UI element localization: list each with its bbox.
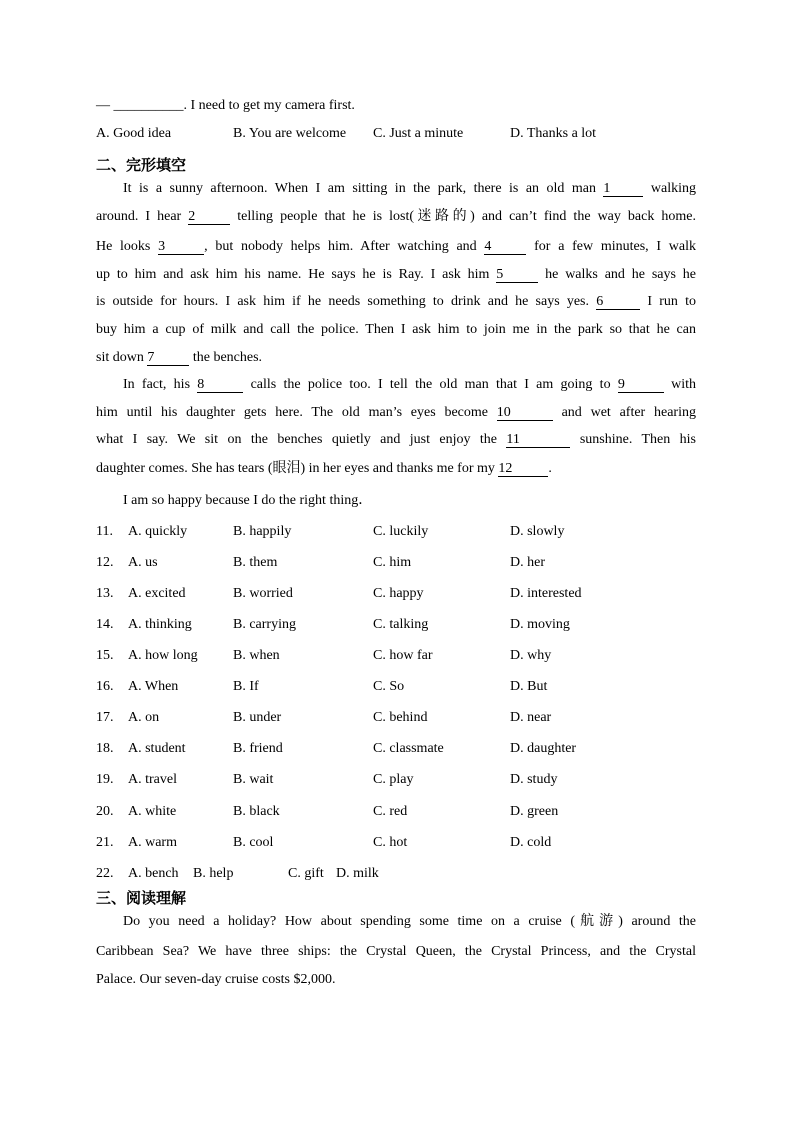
option-a: A. student <box>128 741 186 756</box>
blank-10: 10 <box>497 405 553 421</box>
option-b: B. If <box>233 679 259 694</box>
option-a: A. bench <box>128 866 179 881</box>
option-c: C. talking <box>373 617 429 632</box>
cloze-line <box>96 208 696 226</box>
option-b: B. carrying <box>233 617 296 632</box>
question-number: 21. <box>96 835 114 850</box>
option-b: B. black <box>233 804 280 819</box>
cloze-line <box>96 293 696 311</box>
option-d: D. slowly <box>510 524 565 539</box>
option-b: B. when <box>233 648 280 663</box>
blank-5: 5 <box>496 267 538 283</box>
option-a: A. travel <box>128 772 177 787</box>
blank-9: 9 <box>618 377 664 393</box>
cloze-text: and wet after hearing <box>552 405 696 420</box>
blank-12: 12 <box>498 461 548 477</box>
blank-7: 7 <box>147 350 189 366</box>
option-d: D. why <box>510 648 552 663</box>
blank-8: 8 <box>197 377 243 393</box>
option-b: B. friend <box>233 741 283 756</box>
option-c: C. luckily <box>373 524 429 539</box>
cloze-line <box>96 349 696 367</box>
option-c: C. him <box>373 555 412 570</box>
cloze-text: what I say. We sit on the benches quietly and just enjoy the <box>96 432 507 447</box>
cloze-text: the benches. <box>189 350 263 365</box>
cloze-line <box>96 404 696 422</box>
option-a: A. excited <box>128 586 186 601</box>
cloze-text: sunshine. Then his <box>570 432 696 447</box>
option-a: A. white <box>128 804 177 819</box>
option-c: C. So <box>373 679 405 694</box>
option-b: B. worried <box>233 586 293 601</box>
blank-1: 1 <box>603 181 643 197</box>
option-b: B. under <box>233 710 282 725</box>
reading-line: Caribbean Sea? We have three ships: the Crystal Queen, the Crystal Princess, and the Crystal <box>96 944 696 959</box>
blank-6: 6 <box>596 294 640 310</box>
cloze-line <box>96 431 696 449</box>
cloze-line <box>96 238 696 256</box>
cloze-text: he walks and he says he <box>538 267 696 282</box>
option-d: D. near <box>510 710 552 725</box>
option-b: B. them <box>233 555 278 570</box>
cloze-closing: I am so happy because I do the right thing． <box>123 493 373 508</box>
option-a: A. on <box>128 710 160 725</box>
question-number: 11. <box>96 524 113 539</box>
section2-heading: 二、完形填空 <box>96 156 187 174</box>
q10-option-d: D. Thanks a lot <box>510 126 597 141</box>
option-a: A. us <box>128 555 158 570</box>
blank-11: 11 <box>506 432 570 448</box>
question-number: 22. <box>96 866 114 881</box>
option-b: B. cool <box>233 835 274 850</box>
cloze-text: for a few minutes, I walk <box>526 239 696 254</box>
option-d: D. moving <box>510 617 570 632</box>
option-a: A. When <box>128 679 179 694</box>
option-c: C. classmate <box>373 741 444 756</box>
cloze-text: He looks <box>96 239 159 254</box>
cloze-text: calls the police too. I tell the old man that I am going to <box>243 377 618 392</box>
question-number: 15. <box>96 648 114 663</box>
option-d: D. interested <box>510 586 582 601</box>
option-c: C. gift <box>288 866 324 881</box>
question-number: 12. <box>96 555 114 570</box>
option-b: B. help <box>193 866 234 881</box>
cloze-line <box>96 460 696 478</box>
option-d: D. study <box>510 772 558 787</box>
option-a: A. how long <box>128 648 198 663</box>
option-d: D. But <box>510 679 548 694</box>
option-c: C. play <box>373 772 414 787</box>
option-d: D. green <box>510 804 559 819</box>
question-number: 18. <box>96 741 114 756</box>
question-number: 14. <box>96 617 114 632</box>
reading-line: Palace. Our seven-day cruise costs $2,000. <box>96 972 336 987</box>
cloze-text: , but nobody helps him. After watching and <box>204 239 485 254</box>
cloze-text: It is a sunny afternoon. When I am sitting in the park, there is an old man <box>123 181 604 196</box>
cloze-text: is outside for hours. I ask him if he needs something to drink and he says yes. <box>96 294 597 309</box>
cloze-text: . <box>548 461 552 476</box>
cloze-text: sit down <box>96 350 148 365</box>
question-number: 17. <box>96 710 114 725</box>
option-c: C. happy <box>373 586 424 601</box>
question-number: 19. <box>96 772 114 787</box>
cloze-text: with <box>663 377 697 392</box>
question-number: 20. <box>96 804 114 819</box>
cloze-text: walking <box>643 181 696 196</box>
cloze-text: around. I hear <box>96 209 189 224</box>
cloze-line <box>96 266 696 284</box>
option-a: A. thinking <box>128 617 192 632</box>
cloze-text: him until his daughter gets here. The old man’s eyes become <box>96 405 497 420</box>
cloze-text: In fact, his <box>123 377 198 392</box>
question-number: 16. <box>96 679 114 694</box>
blank-3: 3 <box>158 239 204 255</box>
question-number: 13. <box>96 586 114 601</box>
option-d: D. her <box>510 555 545 570</box>
q10-option-b: B. You are welcome <box>233 126 347 141</box>
cloze-text: daughter comes. She has tears (眼泪) in her eyes and thanks me for my <box>96 461 499 476</box>
cloze-text: up to him and ask him his name. He says he is Ray. I ask him <box>96 267 497 282</box>
option-d: D. daughter <box>510 741 577 756</box>
option-c: C. behind <box>373 710 428 725</box>
reading-line: Do you need a holiday? How about spending some time on a cruise (航游) around the <box>123 914 696 929</box>
option-d: D. cold <box>510 835 552 850</box>
option-b: B. happily <box>233 524 292 539</box>
section3-heading: 三、阅读理解 <box>96 889 187 907</box>
option-d: D. milk <box>336 866 379 881</box>
blank-2: 2 <box>188 209 230 225</box>
option-b: B. wait <box>233 772 274 787</box>
option-c: C. red <box>373 804 408 819</box>
cloze-text: I run to <box>640 294 696 309</box>
cloze-line <box>123 376 696 394</box>
option-c: C. how far <box>373 648 433 663</box>
q10-stem: — __________. I need to get my camera first. <box>96 98 355 113</box>
option-a: A. warm <box>128 835 177 850</box>
q10-option-a: A. Good idea <box>96 126 172 141</box>
option-c: C. hot <box>373 835 408 850</box>
cloze-line <box>96 321 696 339</box>
q10-option-c: C. Just a minute <box>373 126 464 141</box>
blank-4: 4 <box>484 239 526 255</box>
cloze-text: telling people that he is lost(迷路的) and can’t find the way back home. <box>230 209 696 224</box>
cloze-line <box>123 180 696 198</box>
option-a: A. quickly <box>128 524 188 539</box>
cloze-text: buy him a cup of milk and call the police. Then I ask him to join me in the park so that he can <box>96 322 696 337</box>
